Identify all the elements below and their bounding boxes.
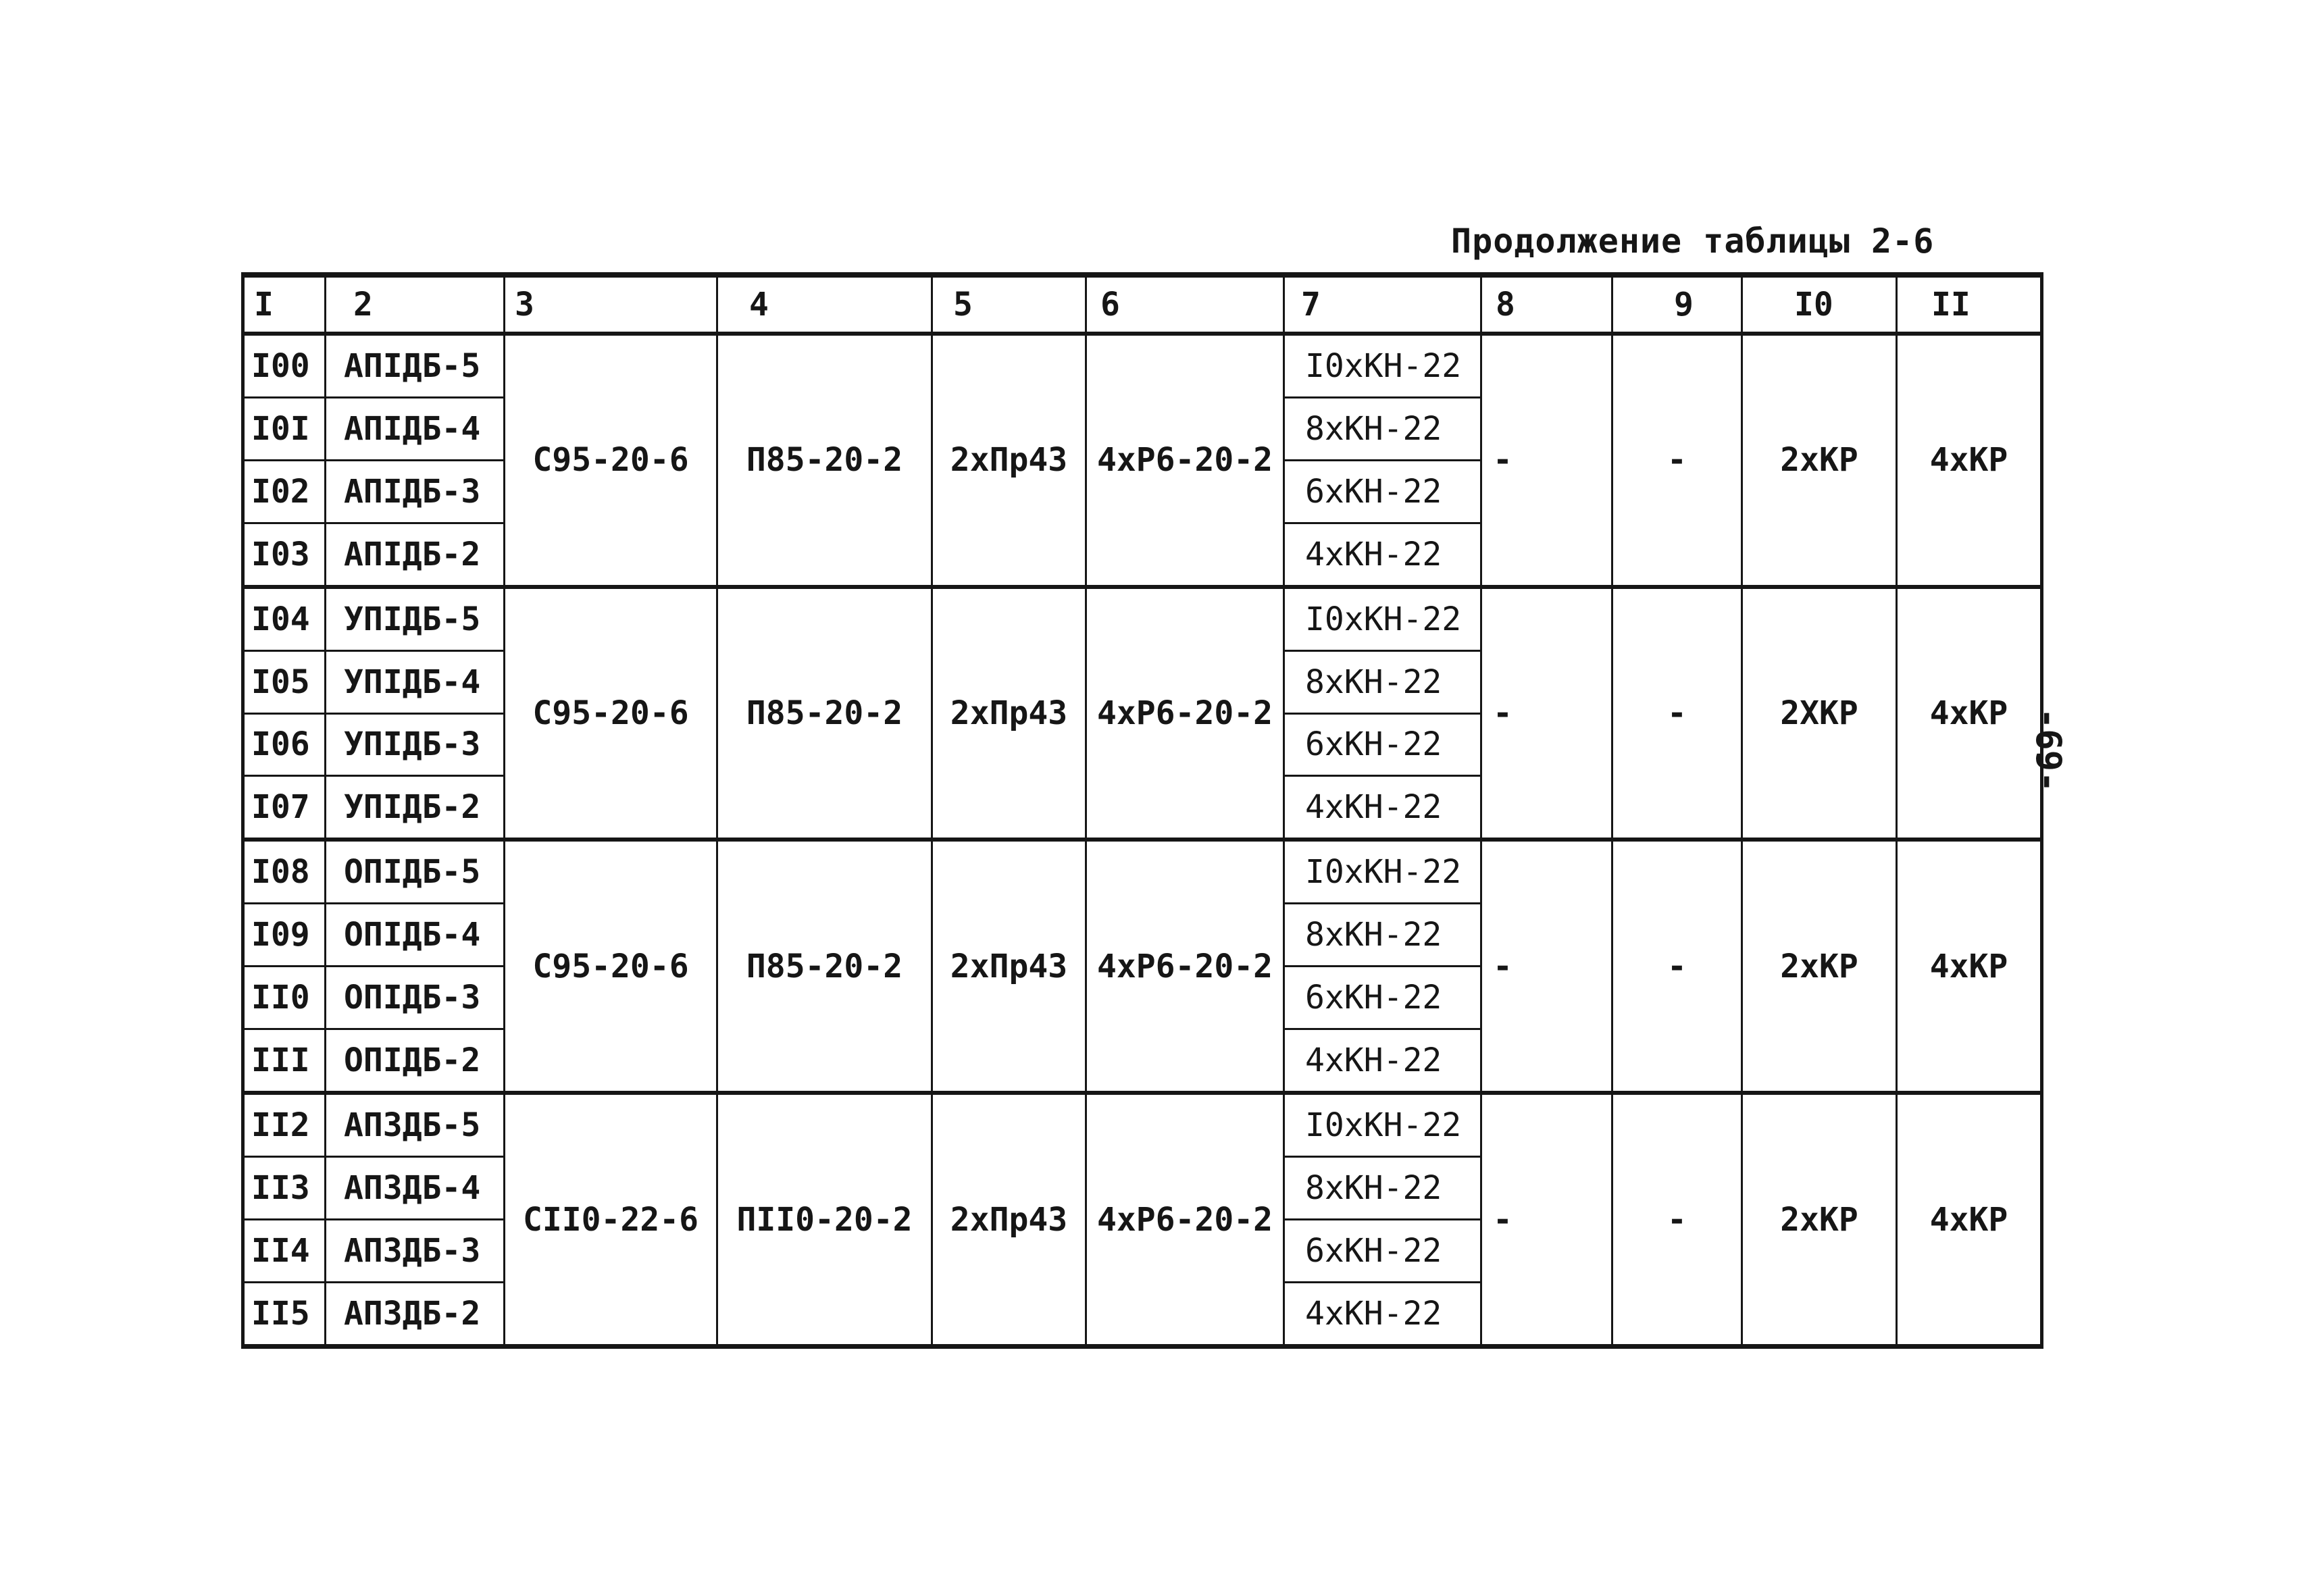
row-number-cell: II0 [243,967,326,1029]
col3-cell: С95-20-6 [505,334,717,587]
col10-cell: 2ХКР [1742,587,1897,840]
type-cell: ОПIДБ-2 [326,1029,505,1093]
col8-cell: - [1481,334,1612,587]
col5-cell: 2хПр43 [932,334,1086,587]
col10-cell: 2хКР [1742,1093,1897,1346]
table-body [243,334,2042,1347]
col6-cell: 4хР6-20-2 [1086,334,1284,587]
column-header: 2 [326,275,505,334]
col7-cell: 8xКН-22 [1284,397,1481,460]
column-header: 3 [505,275,717,334]
type-cell: УПIДБ-3 [326,713,505,776]
row-number-cell: I0I [243,397,326,460]
column-header: 5 [932,275,1086,334]
col11-cell: 4хКР [1897,587,2042,840]
type-cell: АПIДБ-2 [326,523,505,586]
table-row [243,587,2042,650]
type-cell: АПIДБ-4 [326,397,505,460]
col7-cell: 6xКН-22 [1284,460,1481,523]
column-header: 4 [717,275,932,334]
type-cell: ОПIДБ-3 [326,967,505,1029]
type-cell: УПIДБ-4 [326,650,505,713]
col5-cell: 2хПр43 [932,1093,1086,1346]
col7-cell: 4xКН-22 [1284,1029,1481,1093]
type-cell: УПIДБ-2 [326,776,505,840]
col7-cell: 4xКН-22 [1284,523,1481,586]
col9-cell: - [1612,1093,1742,1346]
row-number-cell: I07 [243,776,326,840]
col7-cell: 8xКН-22 [1284,904,1481,967]
table-row [243,1093,2042,1156]
type-cell: АП3ДБ-5 [326,1093,505,1156]
row-number-cell: I06 [243,713,326,776]
type-cell: АП3ДБ-3 [326,1219,505,1282]
col6-cell: 4хР6-20-2 [1086,840,1284,1093]
col6-cell: 4хР6-20-2 [1086,587,1284,840]
row-number-cell: I04 [243,587,326,650]
col7-cell: 6xКН-22 [1284,713,1481,776]
col5-cell: 2хПр43 [932,587,1086,840]
col7-cell: 6xКН-22 [1284,1219,1481,1282]
row-number-cell: II3 [243,1157,326,1220]
col5-cell: 2хПр43 [932,840,1086,1093]
column-header: II [1897,275,2042,334]
column-header: 7 [1284,275,1481,334]
type-cell: АПIДБ-3 [326,460,505,523]
type-cell: УПIДБ-5 [326,587,505,650]
data-table [241,272,2043,1349]
col3-cell: СII0-22-6 [505,1093,717,1346]
col4-cell: П85-20-2 [717,587,932,840]
col7-cell: 6xКН-22 [1284,967,1481,1029]
col11-cell: 4хКР [1897,840,2042,1093]
col7-cell: I0xКН-22 [1284,334,1481,397]
col7-cell: I0xКН-22 [1284,587,1481,650]
col8-cell: - [1481,1093,1612,1346]
col9-cell: - [1612,334,1742,587]
type-cell: АПIДБ-5 [326,334,505,397]
type-cell: ОПIДБ-5 [326,840,505,903]
col11-cell: 4хКР [1897,1093,2042,1346]
row-number-cell: II4 [243,1219,326,1282]
row-number-cell: III [243,1029,326,1093]
type-cell: ОПIДБ-4 [326,904,505,967]
col9-cell: - [1612,587,1742,840]
type-cell: АП3ДБ-2 [326,1282,505,1346]
col9-cell: - [1612,840,1742,1093]
column-header: I0 [1742,275,1897,334]
header-row [243,275,2042,334]
col8-cell: - [1481,840,1612,1093]
col3-cell: С95-20-6 [505,840,717,1093]
col7-cell: I0xКН-22 [1284,840,1481,903]
page-number: -69- [2028,708,2068,793]
column-header: I [243,275,326,334]
col8-cell: - [1481,587,1612,840]
column-header: 6 [1086,275,1284,334]
col6-cell: 4хР6-20-2 [1086,1093,1284,1346]
row-number-cell: I02 [243,460,326,523]
col10-cell: 2хКР [1742,334,1897,587]
col11-cell: 4хКР [1897,334,2042,587]
row-number-cell: I00 [243,334,326,397]
col7-cell: 4xКН-22 [1284,776,1481,840]
table-row [243,334,2042,397]
col4-cell: П85-20-2 [717,840,932,1093]
table-caption: Продолжение таблицы 2-6 [1451,222,1935,261]
type-cell: АП3ДБ-4 [326,1157,505,1220]
table-row [243,840,2042,903]
row-number-cell: II5 [243,1282,326,1346]
row-number-cell: I08 [243,840,326,903]
col4-cell: П85-20-2 [717,334,932,587]
col7-cell: 4xКН-22 [1284,1282,1481,1346]
row-number-cell: I05 [243,650,326,713]
col4-cell: ПII0-20-2 [717,1093,932,1346]
column-header: 9 [1612,275,1742,334]
col7-cell: 8xКН-22 [1284,1157,1481,1220]
col3-cell: С95-20-6 [505,587,717,840]
row-number-cell: II2 [243,1093,326,1156]
row-number-cell: I03 [243,523,326,586]
col10-cell: 2хКР [1742,840,1897,1093]
column-header: 8 [1481,275,1612,334]
col7-cell: I0xКН-22 [1284,1093,1481,1156]
col7-cell: 8xКН-22 [1284,650,1481,713]
row-number-cell: I09 [243,904,326,967]
